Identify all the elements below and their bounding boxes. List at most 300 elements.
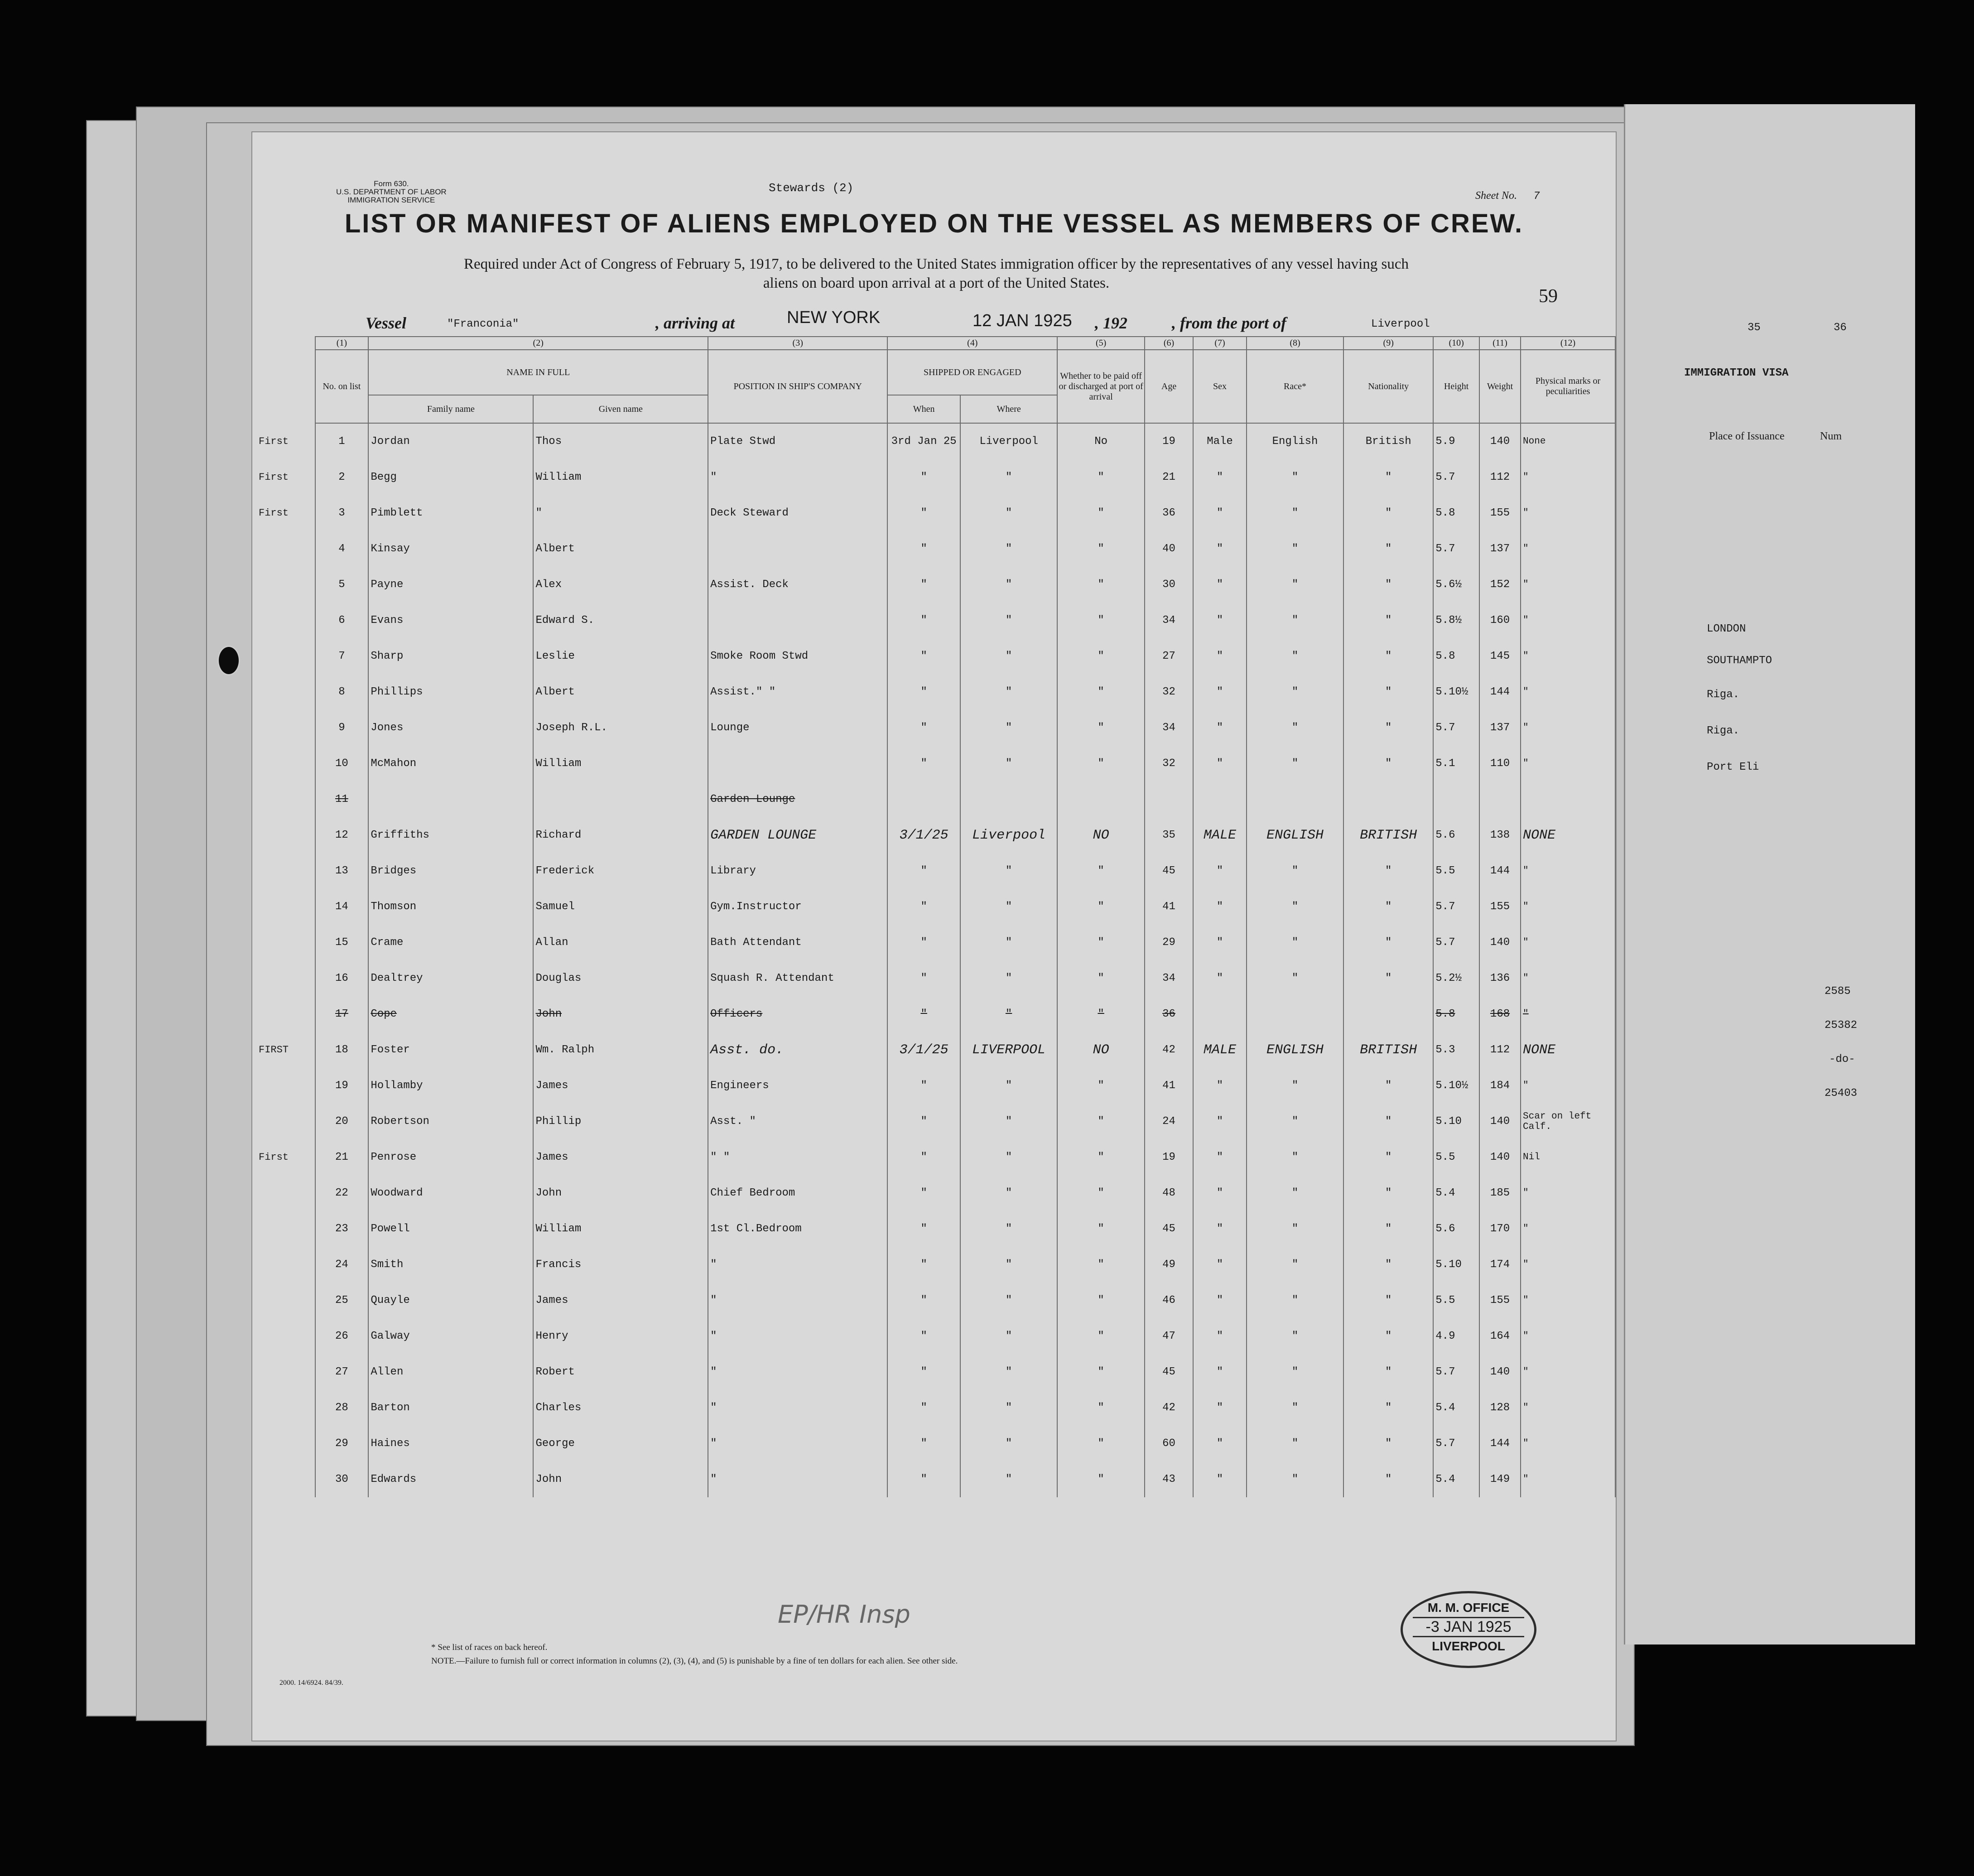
nationality-cell: " — [1343, 960, 1433, 996]
table-row — [257, 817, 1615, 853]
position-cell — [708, 603, 887, 638]
class-cell — [257, 889, 315, 925]
family-name-cell: Galway — [368, 1318, 533, 1354]
list-number-cell: 7 — [315, 638, 369, 674]
table-row — [257, 1211, 1615, 1247]
physical-marks-cell: " — [1521, 1211, 1615, 1247]
sex-cell: " — [1193, 746, 1247, 781]
family-name-cell: Kinsay — [368, 531, 533, 567]
list-number-cell: 16 — [315, 960, 369, 996]
physical-marks-header: Physical marks or peculiarities — [1521, 350, 1615, 423]
age-cell: 46 — [1145, 1283, 1193, 1318]
race-cell: " — [1247, 495, 1343, 531]
weight-cell: 155 — [1479, 1283, 1521, 1318]
age-cell: 24 — [1145, 1104, 1193, 1139]
family-name-cell: Smith — [368, 1247, 533, 1283]
sex-cell: " — [1193, 603, 1247, 638]
stamp-city: LIVERPOOL — [1432, 1639, 1505, 1653]
column-number: (9) — [1343, 337, 1433, 350]
height-cell: 5.5 — [1433, 853, 1479, 889]
sex-cell: " — [1193, 1211, 1247, 1247]
visa-entry: Port Eli — [1707, 761, 1759, 773]
position-cell: Officers — [708, 996, 887, 1032]
race-cell: " — [1247, 1211, 1343, 1247]
shipped-when-cell: " — [887, 1354, 960, 1390]
nationality-cell: " — [1343, 1354, 1433, 1390]
table-row — [257, 1318, 1615, 1354]
age-cell: 43 — [1145, 1461, 1193, 1497]
table-row — [257, 531, 1615, 567]
age-cell: 21 — [1145, 459, 1193, 495]
shipped-where-cell: " — [960, 1354, 1057, 1390]
height-cell: 5.7 — [1433, 1426, 1479, 1461]
shipped-where-cell: " — [960, 1104, 1057, 1139]
weight-cell: 137 — [1479, 710, 1521, 746]
table-row — [257, 603, 1615, 638]
age-cell — [1145, 781, 1193, 817]
race-cell: ENGLISH — [1247, 817, 1343, 853]
shipped-where-cell: " — [960, 925, 1057, 960]
paid-off-cell: " — [1057, 746, 1145, 781]
given-name-cell: John — [533, 1175, 708, 1211]
class-cell — [257, 567, 315, 603]
shipped-where-cell: Liverpool — [960, 817, 1057, 853]
shipped-where-cell: " — [960, 996, 1057, 1032]
shipped-when-cell: 3/1/25 — [887, 1032, 960, 1068]
office-stamp — [1401, 1591, 1536, 1668]
nationality-cell: " — [1343, 531, 1433, 567]
shipped-where-cell: " — [960, 889, 1057, 925]
physical-marks-cell: " — [1521, 495, 1615, 531]
given-name-cell: Henry — [533, 1318, 708, 1354]
nationality-cell: " — [1343, 459, 1433, 495]
class-cell — [257, 1318, 315, 1354]
nationality-cell: " — [1343, 1247, 1433, 1283]
nationality-cell: " — [1343, 1461, 1433, 1497]
weight-cell: 140 — [1479, 423, 1521, 459]
shipped-when-cell: " — [887, 925, 960, 960]
shipped-when-cell: 3rd Jan 25 — [887, 423, 960, 459]
class-cell — [257, 603, 315, 638]
sex-cell — [1193, 996, 1247, 1032]
given-name-cell: Thos — [533, 423, 708, 459]
family-name-cell: Phillips — [368, 674, 533, 710]
class-cell: First — [259, 472, 289, 483]
nationality-cell: " — [1343, 1390, 1433, 1426]
nationality-cell: " — [1343, 1175, 1433, 1211]
family-name-cell: Hollamby — [368, 1068, 533, 1104]
table-row — [257, 996, 1615, 1032]
list-number-cell: 13 — [315, 853, 369, 889]
physical-marks-cell: None — [1521, 423, 1615, 459]
weight-cell: 144 — [1479, 853, 1521, 889]
weight-cell: 170 — [1479, 1211, 1521, 1247]
paid-off-header: Whether to be paid off or discharged at port of arrival — [1057, 350, 1145, 423]
age-cell: 41 — [1145, 1068, 1193, 1104]
given-name-cell: James — [533, 1068, 708, 1104]
position-cell: Asst. " — [708, 1104, 887, 1139]
paid-off-cell: " — [1057, 1354, 1145, 1390]
class-cell — [257, 638, 315, 674]
fine-note: NOTE.—Failure to furnish full or correct information in columns (2), (3), (4), and (5) is punishable by a fine of ten dollars for each alien. See other side. — [431, 1656, 958, 1666]
column-number: (7) — [1193, 337, 1247, 350]
physical-marks-cell: " — [1521, 1390, 1615, 1426]
visa-number: 25403 — [1825, 1087, 1858, 1100]
race-cell: " — [1247, 853, 1343, 889]
class-cell — [257, 1426, 315, 1461]
paid-off-cell — [1057, 781, 1145, 817]
position-cell: Smoke Room Stwd — [708, 638, 887, 674]
table-row — [257, 925, 1615, 960]
weight-cell: 185 — [1479, 1175, 1521, 1211]
position-cell: Assist. Deck — [708, 567, 887, 603]
height-cell: 5.7 — [1433, 531, 1479, 567]
age-cell: 49 — [1145, 1247, 1193, 1283]
family-name-cell: Penrose — [368, 1139, 533, 1175]
class-cell: FIRST — [259, 1044, 289, 1056]
shipped-where-cell: " — [960, 1247, 1057, 1283]
column-number: (1) — [315, 337, 369, 350]
list-number-cell: 19 — [315, 1068, 369, 1104]
shipped-when-cell: " — [887, 495, 960, 531]
nationality-cell: " — [1343, 1211, 1433, 1247]
race-cell: ENGLISH — [1247, 1032, 1343, 1068]
family-name-cell: Foster — [368, 1032, 533, 1068]
paid-off-cell: " — [1057, 996, 1145, 1032]
physical-marks-cell: " — [1521, 996, 1615, 1032]
family-name-cell: Payne — [368, 567, 533, 603]
physical-marks-cell: " — [1521, 1175, 1615, 1211]
subtitle — [311, 255, 1561, 293]
manifest-sheet — [251, 131, 1617, 1741]
family-name-cell: Pimblett — [368, 495, 533, 531]
table-row — [257, 459, 1615, 495]
height-cell: 5.10 — [1433, 1247, 1479, 1283]
weight-cell: 164 — [1479, 1318, 1521, 1354]
given-name-cell: Allan — [533, 925, 708, 960]
sex-cell: " — [1193, 1247, 1247, 1283]
sex-cell: " — [1193, 531, 1247, 567]
age-cell: 32 — [1145, 674, 1193, 710]
list-number-cell: 21 — [315, 1139, 369, 1175]
list-number-cell: 28 — [315, 1390, 369, 1426]
place-of-issuance-label: Place of Issuance — [1709, 430, 1785, 442]
sex-cell: " — [1193, 925, 1247, 960]
list-number-cell: 11 — [315, 781, 369, 817]
physical-marks-cell: " — [1521, 603, 1615, 638]
height-header: Height — [1433, 350, 1479, 423]
given-name-cell: Edward S. — [533, 603, 708, 638]
family-name-cell: Thomson — [368, 889, 533, 925]
table-row — [257, 423, 1615, 459]
family-name-cell: Edwards — [368, 1461, 533, 1497]
sex-cell: " — [1193, 1175, 1247, 1211]
year-label: , 192 — [1095, 314, 1127, 332]
nationality-cell: " — [1343, 1426, 1433, 1461]
weight-cell: 140 — [1479, 1139, 1521, 1175]
column-number: (4) — [887, 337, 1057, 350]
sex-cell: " — [1193, 853, 1247, 889]
position-cell: Bath Attendant — [708, 925, 887, 960]
list-number-cell: 3 — [315, 495, 369, 531]
table-row — [257, 567, 1615, 603]
list-number-cell: 5 — [315, 567, 369, 603]
table-row — [257, 638, 1615, 674]
column-title-row — [257, 350, 1615, 395]
shipped-when-cell: " — [887, 1283, 960, 1318]
shipped-where-cell: LIVERPOOL — [960, 1032, 1057, 1068]
visa-entry: SOUTHAMPTO — [1707, 655, 1772, 667]
paid-off-cell: NO — [1057, 817, 1145, 853]
given-name-cell: Robert — [533, 1354, 708, 1390]
family-name-header: Family name — [368, 395, 533, 423]
paid-off-cell: " — [1057, 1139, 1145, 1175]
nationality-cell: " — [1343, 495, 1433, 531]
shipped-where-cell: " — [960, 1283, 1057, 1318]
race-cell: " — [1247, 1390, 1343, 1426]
shipped-when-cell: " — [887, 531, 960, 567]
shipped-where-cell: " — [960, 638, 1057, 674]
class-cell — [257, 1211, 315, 1247]
departure-port: Liverpool — [1371, 318, 1430, 330]
race-cell: " — [1247, 567, 1343, 603]
given-name-cell: Leslie — [533, 638, 708, 674]
sex-cell: " — [1193, 1104, 1247, 1139]
age-cell: 36 — [1145, 495, 1193, 531]
race-cell: " — [1247, 603, 1343, 638]
shipped-when-cell: " — [887, 567, 960, 603]
table-row — [257, 853, 1615, 889]
sex-cell: " — [1193, 1390, 1247, 1426]
age-cell: 36 — [1145, 996, 1193, 1032]
physical-marks-cell: " — [1521, 960, 1615, 996]
shipped-when-cell: " — [887, 1211, 960, 1247]
family-name-cell: Cope — [368, 996, 533, 1032]
class-cell — [257, 674, 315, 710]
list-number-cell: 25 — [315, 1283, 369, 1318]
physical-marks-cell: " — [1521, 567, 1615, 603]
table-row — [257, 1426, 1615, 1461]
shipped-when-cell: " — [887, 853, 960, 889]
paid-off-cell: " — [1057, 1461, 1145, 1497]
list-number-cell: 6 — [315, 603, 369, 638]
shipped-when-cell: 3/1/25 — [887, 817, 960, 853]
sex-cell: " — [1193, 1318, 1247, 1354]
subtitle-line-2: aliens on board upon arrival at a port of the United States. — [763, 275, 1110, 292]
family-name-cell: Robertson — [368, 1104, 533, 1139]
weight-cell: 140 — [1479, 1354, 1521, 1390]
given-name-cell: James — [533, 1283, 708, 1318]
visa-number: 25382 — [1825, 1019, 1858, 1032]
age-cell: 32 — [1145, 746, 1193, 781]
physical-marks-cell: " — [1521, 531, 1615, 567]
position-cell: 1st Cl.Bedroom — [708, 1211, 887, 1247]
shipped-when-cell — [887, 781, 960, 817]
shipped-or-engaged-header: SHIPPED OR ENGAGED — [887, 350, 1057, 395]
column-number: (12) — [1521, 337, 1615, 350]
table-row — [257, 1068, 1615, 1104]
age-cell: 19 — [1145, 423, 1193, 459]
list-number-cell: 10 — [315, 746, 369, 781]
crew-manifest-table — [257, 336, 1616, 1497]
sex-cell: " — [1193, 567, 1247, 603]
shipped-when-cell: " — [887, 1247, 960, 1283]
weight-cell: 128 — [1479, 1390, 1521, 1426]
table-row — [257, 1139, 1615, 1175]
height-cell: 5.7 — [1433, 889, 1479, 925]
list-number-cell: 1 — [315, 423, 369, 459]
age-cell: 42 — [1145, 1390, 1193, 1426]
shipped-when-cell: " — [887, 889, 960, 925]
family-name-cell: Jordan — [368, 423, 533, 459]
given-name-cell: Phillip — [533, 1104, 708, 1139]
position-cell: " — [708, 1283, 887, 1318]
physical-marks-cell: Scar on left Calf. — [1521, 1104, 1615, 1139]
family-name-cell: Griffiths — [368, 817, 533, 853]
class-cell — [257, 1247, 315, 1283]
position-cell: " " — [708, 1139, 887, 1175]
position-cell: Squash R. Attendant — [708, 960, 887, 996]
no-on-list-header: No. on list — [315, 350, 369, 423]
position-cell: Assist." " — [708, 674, 887, 710]
family-name-cell: Powell — [368, 1211, 533, 1247]
stamp-date: -3 JAN 1925 — [1413, 1617, 1524, 1637]
physical-marks-cell: " — [1521, 638, 1615, 674]
department-name: U.S. DEPARTMENT OF LABOR — [336, 187, 447, 196]
nationality-cell: " — [1343, 603, 1433, 638]
age-cell: 34 — [1145, 960, 1193, 996]
nationality-header: Nationality — [1343, 350, 1433, 423]
list-number-cell: 22 — [315, 1175, 369, 1211]
race-cell — [1247, 781, 1343, 817]
list-number-cell: 27 — [315, 1354, 369, 1390]
race-cell: " — [1247, 1139, 1343, 1175]
family-name-cell: Evans — [368, 603, 533, 638]
class-cell: First — [259, 435, 289, 447]
age-header: Age — [1145, 350, 1193, 423]
race-cell: " — [1247, 1175, 1343, 1211]
arrival-date: 12 JAN 1925 — [973, 311, 1072, 330]
race-cell: " — [1247, 925, 1343, 960]
shipped-when-cell: " — [887, 1139, 960, 1175]
nationality-cell: " — [1343, 674, 1433, 710]
sheet-number: 7 — [1533, 190, 1540, 203]
table-row — [257, 781, 1615, 817]
nationality-cell: " — [1343, 710, 1433, 746]
class-column-header — [257, 337, 315, 423]
physical-marks-cell: " — [1521, 1247, 1615, 1283]
paid-off-cell: " — [1057, 495, 1145, 531]
paid-off-cell: " — [1057, 1318, 1145, 1354]
physical-marks-cell — [1521, 781, 1615, 817]
position-cell: " — [708, 1390, 887, 1426]
physical-marks-cell: " — [1521, 853, 1615, 889]
age-cell: 30 — [1145, 567, 1193, 603]
family-name-cell: Quayle — [368, 1283, 533, 1318]
age-cell: 29 — [1145, 925, 1193, 960]
given-name-cell: George — [533, 1426, 708, 1461]
list-number-cell: 23 — [315, 1211, 369, 1247]
sex-cell: " — [1193, 710, 1247, 746]
shipped-when-cell: " — [887, 674, 960, 710]
age-cell: 45 — [1145, 853, 1193, 889]
vessel-name: "Franconia" — [447, 318, 519, 330]
weight-cell: 152 — [1479, 567, 1521, 603]
sex-cell: MALE — [1193, 1032, 1247, 1068]
position-cell: Library — [708, 853, 887, 889]
shipped-where-cell: " — [960, 1390, 1057, 1426]
visa-number: 2585 — [1825, 985, 1851, 998]
family-name-cell: Bridges — [368, 853, 533, 889]
height-cell: 5.5 — [1433, 1283, 1479, 1318]
family-name-cell: Woodward — [368, 1175, 533, 1211]
shipped-when-cell: " — [887, 746, 960, 781]
height-cell: 5.6½ — [1433, 567, 1479, 603]
nationality-cell: " — [1343, 853, 1433, 889]
column-number: (10) — [1433, 337, 1479, 350]
physical-marks-cell: " — [1521, 889, 1615, 925]
physical-marks-cell: " — [1521, 1426, 1615, 1461]
column-number: (3) — [708, 337, 887, 350]
nationality-cell: " — [1343, 746, 1433, 781]
nationality-cell — [1343, 781, 1433, 817]
physical-marks-cell: " — [1521, 746, 1615, 781]
column-number: (6) — [1145, 337, 1193, 350]
sex-cell: " — [1193, 638, 1247, 674]
weight-cell: 140 — [1479, 1104, 1521, 1139]
table-row — [257, 960, 1615, 996]
table-row — [257, 1354, 1615, 1390]
family-name-cell: Barton — [368, 1390, 533, 1426]
column-number: (5) — [1057, 337, 1145, 350]
physical-marks-cell: " — [1521, 710, 1615, 746]
given-name-cell: William — [533, 1211, 708, 1247]
class-cell — [257, 710, 315, 746]
table-row — [257, 1032, 1615, 1068]
given-name-cell: " — [533, 495, 708, 531]
list-number-cell: 29 — [315, 1426, 369, 1461]
weight-cell: 110 — [1479, 746, 1521, 781]
height-cell: 5.7 — [1433, 459, 1479, 495]
class-cell — [257, 960, 315, 996]
age-cell: 47 — [1145, 1318, 1193, 1354]
shipped-where-cell: " — [960, 495, 1057, 531]
list-number-cell: 15 — [315, 925, 369, 960]
list-number-cell: 20 — [315, 1104, 369, 1139]
paid-off-cell: " — [1057, 531, 1145, 567]
race-cell: " — [1247, 1318, 1343, 1354]
shipped-when-cell: " — [887, 1390, 960, 1426]
sex-cell: Male — [1193, 423, 1247, 459]
paid-off-cell: " — [1057, 1104, 1145, 1139]
class-cell — [257, 1175, 315, 1211]
table-row — [257, 1283, 1615, 1318]
shipped-where-cell: " — [960, 1318, 1057, 1354]
list-number-cell: 8 — [315, 674, 369, 710]
column-number: (8) — [1247, 337, 1343, 350]
visa-entry: Riga. — [1707, 725, 1740, 737]
age-cell: 45 — [1145, 1354, 1193, 1390]
subtitle-line-1: Required under Act of Congress of February 5, 1917, to be delivered to the United States immigration officer by the representatives of any vessel having such — [463, 256, 1409, 272]
age-cell: 19 — [1145, 1139, 1193, 1175]
position-cell: " — [708, 1354, 887, 1390]
physical-marks-cell: " — [1521, 459, 1615, 495]
column-number: 36 — [1834, 322, 1847, 334]
given-name-cell: Francis — [533, 1247, 708, 1283]
shipped-where-cell: " — [960, 710, 1057, 746]
weight-cell: 168 — [1479, 996, 1521, 1032]
position-cell: " — [708, 1461, 887, 1497]
